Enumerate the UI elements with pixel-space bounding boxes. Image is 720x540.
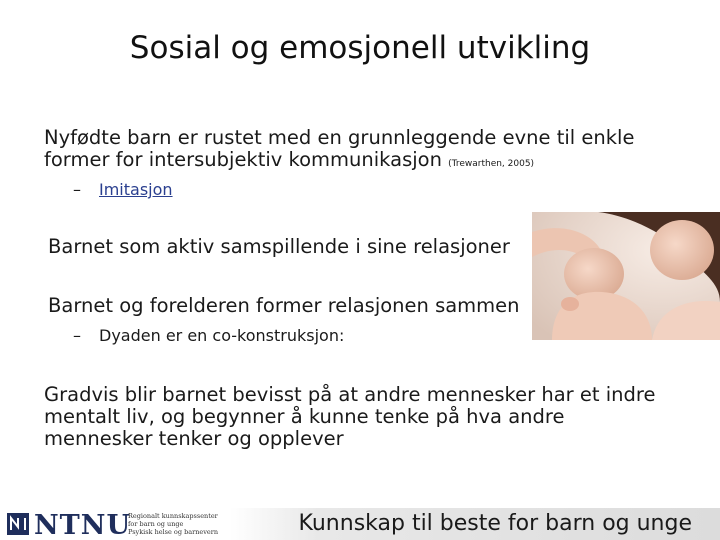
ntnu-logo-text: NTNU [34, 510, 131, 540]
dyad-text: Dyaden er en co-konstruksjon: [99, 326, 345, 345]
page-title: Sosial og emosjonell utvikling [129, 30, 591, 66]
logo-sub-line3: Psykisk helse og barnevern [128, 528, 219, 536]
footer [0, 508, 720, 540]
bullet-mental-line2: mentalt liv, og begynner å kunne tenke på hva andre [44, 405, 565, 428]
bullet-mental-line1: Gradvis blir barnet bevisst på at andre mennesker har et indre [44, 383, 656, 406]
citation: (Trewarthen, 2005) [448, 159, 535, 169]
sub-bullet-dash: – [73, 180, 81, 199]
bullet-newborn [44, 127, 684, 175]
mother-baby-illustration [532, 212, 720, 340]
sub-bullet-dyad [73, 326, 344, 346]
footer-tagline: Kunnskap til beste for barn og unge [298, 511, 692, 536]
sub-bullet-imitation [73, 180, 173, 200]
imitation-link[interactable]: Imitasjon [99, 180, 173, 199]
ntnu-logo-subtitle [128, 512, 218, 536]
sub-bullet-dash: – [73, 326, 81, 345]
bullet-child-parent: Barnet og forelderen former relasjonen sammen [48, 294, 520, 317]
bullet-active-child: Barnet som aktiv samspillende i sine relasjoner [48, 235, 510, 258]
ntnu-logo-icon [6, 512, 30, 536]
bullet-mental-line3: mennesker tenker og opplever [44, 427, 344, 450]
logo-sub-line2: for barn og unge [128, 520, 184, 528]
bullet-mental-life [44, 384, 694, 450]
mother-baby-photo [532, 212, 720, 340]
bullet-newborn-line2-wrap [44, 149, 684, 175]
logo-sub-line1: Regionalt kunnskapssenter [128, 512, 218, 520]
bullet-newborn-line2: former for intersubjektiv kommunikasjon [44, 148, 449, 171]
bullet-newborn-line1: Nyfødte barn er rustet med en grunnleggende evne til enkle [44, 126, 635, 149]
